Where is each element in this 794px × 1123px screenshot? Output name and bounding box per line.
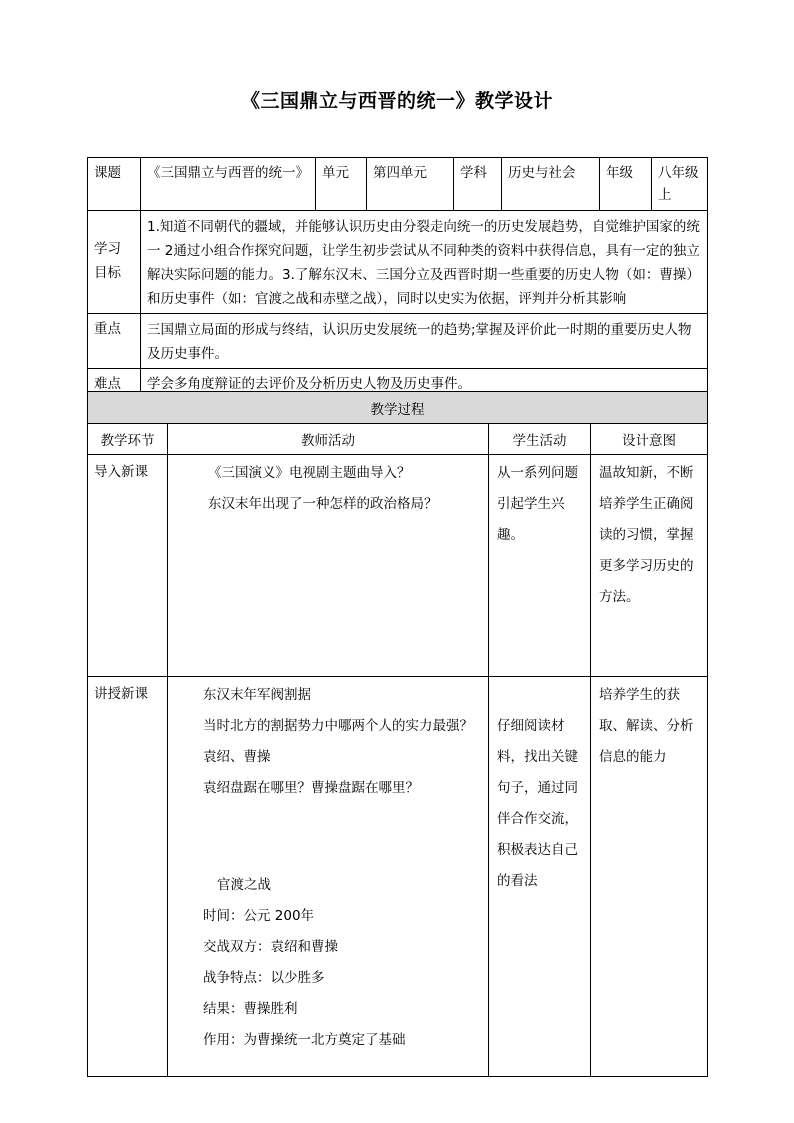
header-stage: 教学环节: [88, 424, 168, 455]
teacher-line: 东汉末年出现了一种怎样的政治格局？: [208, 496, 438, 512]
goals-label-cell: 学习目标: [88, 211, 141, 314]
subject-label-cell: 学科: [454, 158, 502, 211]
student-new: 仔细阅读材料，找出关键句子，通过同伴合作交流，积极表达自己的看法: [489, 677, 591, 1077]
subject-value-cell: 历史与社会: [502, 158, 600, 211]
process-band-title: 教学过程: [88, 392, 708, 424]
teacher-intro: [168, 455, 489, 677]
teacher-line: 袁绍盘踞在哪里？曹操盘踞在哪里？: [203, 780, 419, 796]
header-student: 学生活动: [489, 424, 591, 455]
table-row: [88, 455, 708, 677]
focus-text-cell: 三国鼎立局面的形成与终结，认识历史发展统一的趋势;掌握及评价此一时期的重要历史人物及历史事件。: [141, 314, 708, 369]
header-teacher: 教师活动: [168, 424, 489, 455]
student-intro: 从一系列问题引起学生兴趣。: [489, 455, 591, 677]
stage-new: 讲授新课: [88, 677, 168, 1077]
teacher-line: 时间：公元 200年: [203, 908, 315, 924]
teacher-line: 交战双方：袁绍和曹操: [203, 939, 338, 955]
process-table: [87, 391, 708, 1077]
teacher-line: 作用：为曹操统一北方奠定了基础: [203, 1032, 406, 1048]
teacher-new: [168, 677, 489, 1077]
stage-intro: 导入新课: [88, 455, 168, 677]
difficulty-label-cell: 难点: [88, 369, 141, 398]
header-intent: 设计意图: [591, 424, 708, 455]
difficulty-text-cell: 学会多角度辩证的去评价及分析历史人物及历史事件。: [141, 369, 708, 398]
teacher-line: 当时北方的割据势力中哪两个人的实力最强？: [203, 718, 473, 734]
section-heading: 官渡之战: [217, 877, 271, 893]
topic-value-cell: 《三国鼎立与西晋的统一》: [141, 158, 316, 211]
grade-label-cell: 年级: [600, 158, 652, 211]
focus-label-cell: 重点: [88, 314, 141, 369]
goals-text-cell: 1.知道不同朝代的疆域，并能够认识历史由分裂走向统一的历史发展趋势，自觉维护国家的统一 2通过小组合作探究问题，让学生初步尝试从不同种类的资料中获得信息，具有一定的独立解决实际问题的能力。3.了解东汉末、三国分立及西晋时期一些重要的历史人物（如：曹操）和历史事件（如：官渡之战和赤壁之战），同时以史实为依据，评判并分析其影响: [141, 211, 708, 314]
teacher-line: 结果：曹操胜利: [203, 1001, 298, 1017]
topic-label-cell: 课题: [88, 158, 141, 211]
teacher-line: 《三国演义》电视剧主题曲导入？: [208, 465, 411, 481]
table-row: [88, 677, 708, 1077]
unit-label-cell: 单元: [316, 158, 367, 211]
intent-new: 培养学生的获取、解读、分析信息的能力: [591, 677, 708, 1077]
intent-intro: 温故知新，不断培养学生正确阅读的习惯，掌握更多学习历史的方法。: [591, 455, 708, 677]
teacher-line: 战争特点：以少胜多: [203, 970, 325, 986]
teacher-line: 袁绍、曹操: [203, 749, 271, 765]
unit-value-cell: 第四单元: [367, 158, 454, 211]
document-title: 《三国鼎立与西晋的统一》教学设计: [240, 90, 553, 112]
info-table: [87, 157, 708, 398]
teacher-line: 东汉末年军阀割据: [203, 687, 311, 703]
grade-value-cell: 八年级上: [652, 158, 708, 211]
